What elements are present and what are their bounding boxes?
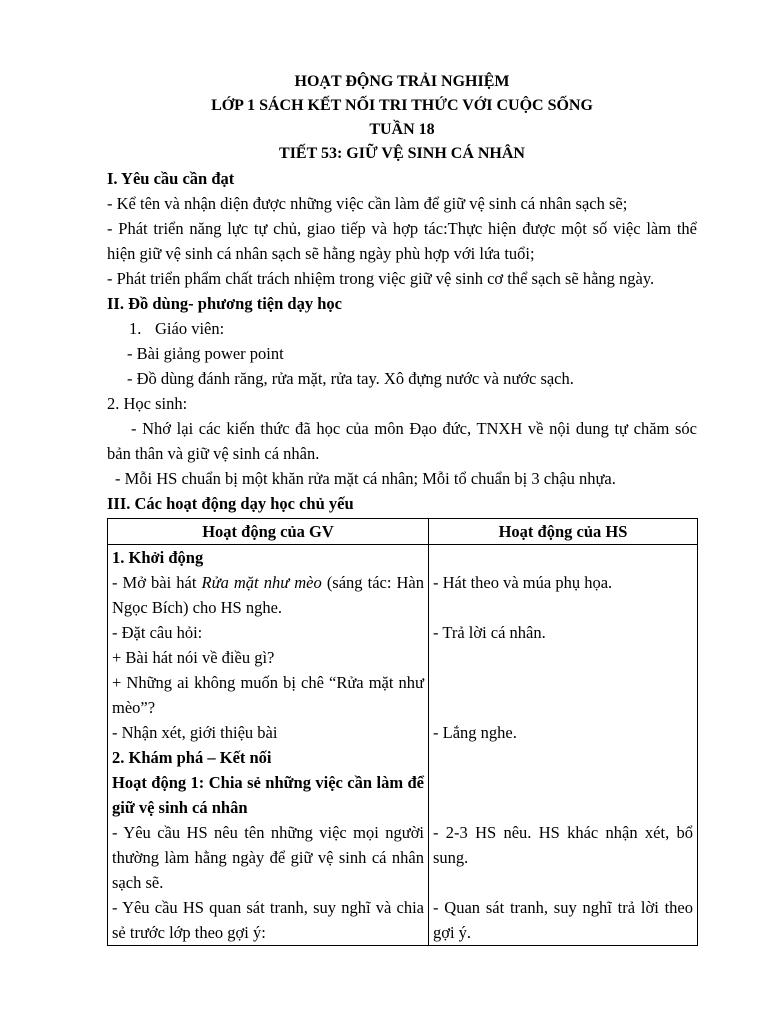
gv-comment: - Nhận xét, giới thiệu bài <box>112 723 278 742</box>
doc-lesson-title: TIẾT 53: GIỮ VỆ SINH CÁ NHÂN <box>279 145 525 162</box>
gv-ask: - Đặt câu hỏi: <box>112 623 203 642</box>
song-title: Rửa mặt như mèo <box>201 573 322 592</box>
teacher-item-2: - Đồ dùng đánh răng, rửa mặt, rửa tay. Xô đựng nước và nước sạch. <box>127 369 574 388</box>
table-row <box>108 545 698 946</box>
gv-question-1: + Bài hát nói về điều gì? <box>112 648 275 667</box>
section1-item-2: - Phát triển năng lực tự chủ, giao tiếp và hợp tác:Thực hiện được một số việc làm thể hiện giữ vệ sinh cá nhân sạch sẽ hằng ngày phù hợp với lứa tuổi; <box>107 219 697 263</box>
section1-item-3: - Phát triển phẩm chất trách nhiệm trong việc giữ vệ sinh cơ thể sạch sẽ hằng ngày. <box>107 269 655 288</box>
student-paragraph: - Nhớ lại các kiến thức đã học của môn Đạo đức, TNXH về nội dung tự chăm sóc bản thân và giữ vệ sinh cá nhân. <box>107 419 697 463</box>
doc-header-week: TUẦN 18 <box>369 121 435 138</box>
gv-ask-jobs: - Yêu cầu HS nêu tên những việc mọi người thường làm hằng ngày để giữ vệ sinh cá nhân sạch sẽ. <box>112 823 424 892</box>
teacher-heading <box>107 316 697 341</box>
column-header-student: Hoạt động của HS <box>429 519 698 545</box>
teacher-activities-cell <box>108 545 429 946</box>
teacher-item-1: - Bài giảng power point <box>127 344 284 363</box>
gv-song-suffix: (sáng tác: Hàn Ngọc Bích) cho HS nghe. <box>112 573 424 617</box>
student-heading: 2. Học sinh: <box>107 394 188 413</box>
hs-jobs: - 2-3 HS nêu. HS khác nhận xét, bổ sung. <box>433 823 693 867</box>
section2-heading: II. Đồ dùng- phương tiện dạy học <box>107 294 342 313</box>
section1-heading: I. Yêu cầu cần đạt <box>107 169 235 188</box>
column-header-teacher: Hoạt động của GV <box>108 519 429 545</box>
step1-title: 1. Khởi động <box>112 548 204 567</box>
document-page <box>107 70 697 946</box>
activity1-title: Hoạt động 1: Chia sẻ những việc cần làm để giữ vệ sinh cá nhân <box>112 773 424 817</box>
activities-table <box>107 518 698 946</box>
table-header-row <box>108 519 698 545</box>
step2-title: 2. Khám phá – Kết nối <box>112 748 272 767</box>
section1-item-1: - Kể tên và nhận diện được những việc cần làm để giữ vệ sinh cá nhân sạch sẽ; <box>107 194 628 213</box>
teacher-number: 1. <box>129 319 142 338</box>
gv-song <box>112 570 424 620</box>
hs-answer: - Trả lời cá nhân. <box>433 623 546 642</box>
doc-header-line2: LỚP 1 SÁCH KẾT NỐI TRI THỨC VỚI CUỘC SỐNG <box>211 97 593 114</box>
gv-question-2: + Những ai không muốn bị chê “Rửa mặt như mèo”? <box>112 673 424 717</box>
doc-header-line1: HOẠT ĐỘNG TRẢI NGHIỆM <box>294 73 510 90</box>
hs-observe: - Quan sát tranh, suy nghĩ trả lời theo gợi ý. <box>433 898 693 942</box>
hs-sing: - Hát theo và múa phụ họa. <box>433 573 613 592</box>
teacher-label: Giáo viên: <box>155 319 225 338</box>
section3-heading: III. Các hoạt động dạy học chủ yếu <box>107 494 354 513</box>
student-item: - Mỗi HS chuẩn bị một khăn rửa mặt cá nhân; Mỗi tổ chuẩn bị 3 chậu nhựa. <box>115 469 616 488</box>
hs-listen: - Lắng nghe. <box>433 723 517 742</box>
gv-observe: - Yêu cầu HS quan sát tranh, suy nghĩ và chia sẻ trước lớp theo gợi ý: <box>112 898 424 942</box>
student-activities-cell <box>429 545 698 946</box>
gv-song-prefix: - Mở bài hát <box>112 573 202 592</box>
